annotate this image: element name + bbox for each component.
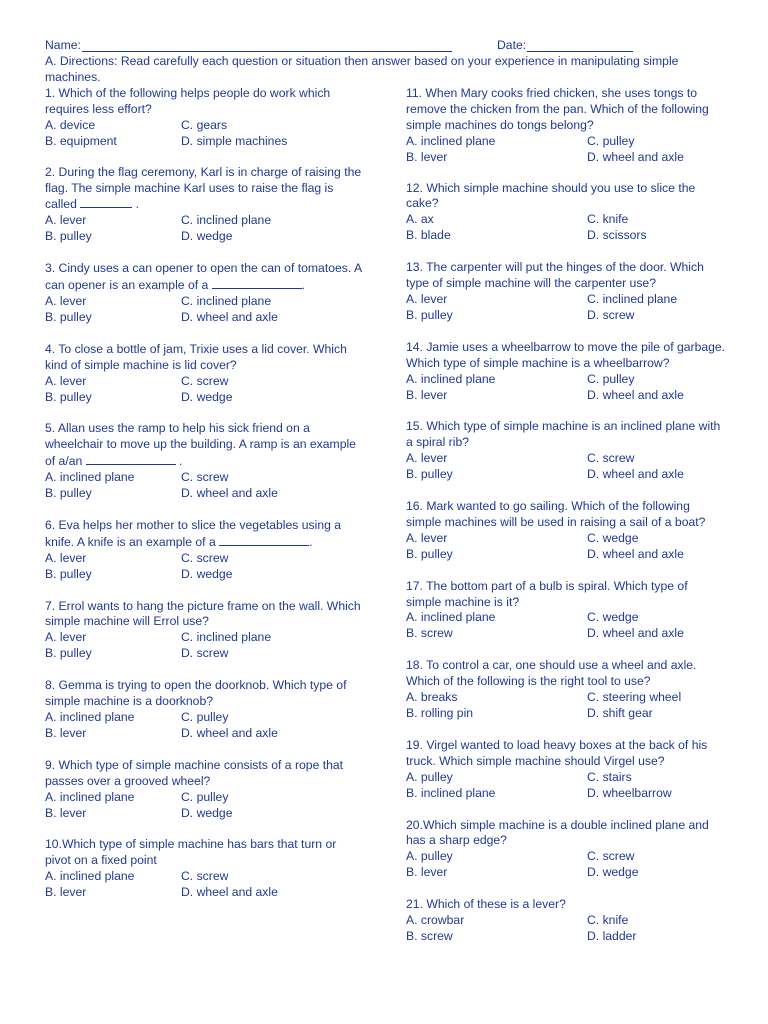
question-text: 14. Jamie uses a wheelbarrow to move the pile of garbage. Which type of simple machine is a wheelbarrow? — [406, 339, 726, 370]
answer-option[interactable]: A. lever — [406, 530, 448, 545]
answer-option[interactable]: A. device — [45, 117, 96, 132]
question-text-part: 3. Cindy uses a can opener to open the can of tomatoes. A can opener is an example of a — [45, 261, 362, 293]
question-text: 8. Gemma is trying to open the doorknob. Which type of simple machine is a doorknob? — [45, 678, 347, 709]
question-text-part: . — [309, 534, 313, 549]
answer-option[interactable]: D. wheel and axle — [587, 467, 684, 482]
answer-option[interactable]: B. lever — [45, 805, 87, 820]
question-text: 16. Mark wanted to go sailing. Which of the following simple machines will be used in raising a sail of a boat? — [406, 499, 706, 529]
question-q9 — [45, 758, 365, 822]
answer-option[interactable]: B. rolling pin — [406, 706, 474, 720]
answer-option[interactable]: D. wheel and axle — [181, 309, 278, 324]
answer-option[interactable]: D. scissors — [587, 228, 647, 243]
answer-option[interactable]: D. screw — [181, 646, 229, 661]
name-label: Name: — [45, 38, 81, 52]
answer-option[interactable]: D. wedge — [587, 865, 639, 880]
answer-option[interactable]: B. blade — [406, 228, 451, 243]
answer-option[interactable]: B. inclined plane — [406, 785, 496, 800]
question-q7 — [45, 599, 365, 663]
answer-option[interactable]: A. crowbar — [406, 913, 465, 928]
answer-option[interactable]: A. inclined plane — [406, 610, 496, 625]
answer-option[interactable]: B. pulley — [45, 646, 92, 661]
answer-option[interactable]: B. lever — [406, 149, 448, 164]
question-text — [45, 165, 365, 214]
answer-options — [45, 710, 365, 742]
answer-option[interactable]: B. lever — [45, 885, 87, 900]
answer-option[interactable]: B. pulley — [406, 307, 453, 322]
answer-option[interactable]: A. inclined plane — [45, 470, 135, 485]
answer-option[interactable]: C. inclined plane — [587, 291, 678, 306]
answer-option[interactable]: C. inclined plane — [181, 630, 272, 645]
answer-option[interactable]: A. pulley — [406, 769, 453, 784]
answer-option[interactable]: B. pulley — [45, 309, 92, 324]
question-q11 — [406, 86, 726, 166]
question-q3 — [45, 261, 365, 326]
question-q6 — [45, 518, 365, 583]
answer-options — [406, 913, 726, 945]
question-q2 — [45, 165, 365, 246]
answer-option[interactable]: A. lever — [45, 213, 87, 228]
answer-option[interactable]: D. wheelbarrow — [587, 785, 672, 800]
answer-option[interactable]: D. wheel and axle — [587, 626, 684, 641]
question-q4 — [45, 342, 365, 406]
answer-option[interactable]: D. wedge — [181, 389, 233, 404]
answer-option[interactable]: D. wedge — [181, 805, 233, 820]
answer-option[interactable]: C. pulley — [181, 710, 229, 724]
answer-option[interactable]: A. inclined plane — [406, 133, 496, 148]
question-text: 4. To close a bottle of jam, Trixie uses a lid cover. Which kind of simple machine is lid cover? — [45, 341, 347, 372]
answer-option[interactable]: A. inclined plane — [45, 869, 135, 884]
answer-options — [406, 849, 726, 881]
answer-options — [45, 630, 365, 662]
question-q1 — [45, 86, 365, 150]
question-q20 — [406, 818, 726, 882]
answer-option[interactable]: A. lever — [45, 373, 87, 388]
answer-options — [45, 294, 365, 326]
question-text: 21. Which of these is a lever? — [406, 897, 566, 912]
answer-option[interactable]: C. inclined plane — [181, 293, 272, 308]
answer-option[interactable]: A. inclined plane — [45, 789, 135, 804]
answer-option[interactable]: A. lever — [45, 293, 87, 308]
answer-option[interactable]: B. pulley — [45, 486, 92, 501]
answer-options — [406, 610, 726, 642]
question-text-part: . — [175, 454, 183, 469]
answer-options — [406, 770, 726, 802]
question-text: 13. The carpenter will put the hinges of the door. Which type of simple machine will the carpenter use? — [406, 260, 704, 291]
answer-option[interactable]: C. steering wheel — [587, 690, 682, 705]
question-text-part: . — [301, 278, 306, 293]
answer-option[interactable]: B. lever — [406, 865, 448, 880]
answer-option[interactable]: D. wheel and axle — [587, 546, 684, 561]
answer-option[interactable]: A. lever — [406, 451, 448, 466]
answer-option[interactable]: C. wedge — [587, 610, 639, 625]
answer-blank[interactable] — [212, 277, 302, 289]
answer-option[interactable]: B. pulley — [45, 389, 92, 404]
answer-option[interactable]: A. inclined plane — [45, 710, 135, 724]
answer-option[interactable]: C. screw — [181, 869, 229, 884]
answer-option[interactable]: C. wedge — [587, 530, 639, 545]
answer-option[interactable]: C. pulley — [587, 133, 635, 148]
answer-option[interactable]: B. lever — [45, 725, 87, 740]
answer-options — [406, 292, 726, 324]
answer-options — [45, 213, 365, 245]
left-question-column — [45, 86, 365, 901]
answer-option[interactable]: D. shift gear — [587, 706, 653, 720]
answer-option[interactable]: A. breaks — [406, 690, 458, 705]
answer-option[interactable]: C. screw — [181, 550, 229, 565]
answer-option[interactable]: A. lever — [406, 291, 448, 306]
answer-options — [45, 869, 365, 901]
question-q13 — [406, 260, 726, 324]
answer-option[interactable]: B. equipment — [45, 133, 117, 148]
question-q12 — [406, 181, 726, 245]
answer-option[interactable]: D. screw — [587, 307, 635, 322]
answer-option[interactable]: C. pulley — [181, 789, 229, 804]
answer-option[interactable]: C. knife — [587, 212, 629, 227]
answer-options — [406, 690, 726, 722]
answer-options — [406, 451, 726, 483]
answer-option[interactable]: A. pulley — [406, 849, 453, 864]
answer-option[interactable]: B. pulley — [406, 467, 453, 482]
answer-option[interactable]: B. screw — [406, 928, 453, 943]
question-q16 — [406, 499, 726, 563]
question-text-part: . — [132, 197, 140, 212]
question-text — [45, 261, 365, 294]
answer-option[interactable]: A. ax — [406, 212, 434, 227]
question-text: 7. Errol wants to hang the picture frame on the wall. Which simple machine will Errol use? — [45, 598, 361, 629]
question-text — [45, 518, 365, 551]
answer-option[interactable]: C. pulley — [587, 371, 635, 386]
question-text — [45, 421, 365, 470]
answer-blank[interactable] — [80, 196, 132, 208]
question-q5 — [45, 421, 365, 502]
answer-option[interactable]: C. inclined plane — [181, 213, 272, 228]
answer-option[interactable]: D. wheel and axle — [181, 725, 278, 740]
answer-option[interactable]: C. screw — [587, 451, 635, 466]
question-q19 — [406, 738, 726, 802]
question-text: 11. When Mary cooks fried chicken, she uses tongs to remove the chicken from the pan. Which of the following simple machines do tongs belong? — [406, 86, 709, 132]
answer-option[interactable]: C. screw — [181, 470, 229, 485]
answer-options — [45, 551, 365, 583]
question-q18 — [406, 658, 726, 722]
question-q21 — [406, 897, 726, 945]
answer-blank[interactable] — [86, 453, 176, 465]
answer-option[interactable]: C. gears — [181, 117, 228, 132]
directions-text: A. Directions: Read carefully each question or situation then answer based on your experience in manipulating simple machines. — [45, 54, 679, 84]
question-text-part: 5. Allan uses the ramp to help his sick friend on a wheelchair to move up the building. A ramp is an example of a/an — [45, 421, 356, 469]
answer-option[interactable]: D. ladder — [587, 928, 637, 943]
question-q15 — [406, 419, 726, 483]
answer-options — [406, 372, 726, 404]
answer-options — [406, 134, 726, 166]
answer-option[interactable]: D. wedge — [181, 229, 233, 244]
question-q14 — [406, 340, 726, 404]
date-answer-line[interactable] — [527, 51, 633, 52]
question-text: 10.Which type of simple machine has bars that turn or pivot on a fixed point — [45, 837, 337, 868]
answer-options — [406, 531, 726, 563]
name-answer-line[interactable] — [82, 51, 452, 52]
answer-option[interactable]: D. simple machines — [181, 133, 288, 148]
answer-option[interactable]: B. pulley — [45, 229, 92, 244]
question-text: 18. To control a car, one should use a wheel and axle. Which of the following is the right tool to use? — [406, 658, 697, 689]
question-q8 — [45, 678, 365, 742]
question-text: 19. Virgel wanted to load heavy boxes at the back of his truck. Which simple machine should Virgel use? — [406, 737, 708, 768]
answer-options — [406, 212, 726, 244]
question-text: 20.Which simple machine is a double inclined plane and has a sharp edge? — [406, 817, 709, 848]
question-text: 12. Which simple machine should you use to slice the cake? — [406, 180, 696, 211]
answer-option[interactable]: C. knife — [587, 913, 629, 928]
answer-option[interactable]: A. lever — [45, 630, 87, 645]
answer-option[interactable]: B. screw — [406, 626, 453, 641]
answer-option[interactable]: C. screw — [587, 849, 635, 864]
question-text-part: 6. Eva helps her mother to slice the vegetables using a knife. A knife is an example of a — [45, 517, 342, 549]
question-text-part: 2. During the flag ceremony, Karl is in charge of raising the flag. The simple machine Karl uses to raise the flag is called — [45, 164, 362, 212]
answer-options — [45, 374, 365, 406]
question-text: 1. Which of the following helps people do work which requires less effort? — [45, 86, 331, 116]
answer-options — [45, 790, 365, 822]
answer-options — [45, 118, 365, 150]
answer-option[interactable]: D. wheel and axle — [587, 387, 684, 402]
answer-option[interactable]: D. wheel and axle — [181, 486, 278, 501]
answer-option[interactable]: D. wedge — [181, 566, 233, 581]
question-q17 — [406, 579, 726, 643]
answer-option[interactable]: D. wheel and axle — [587, 149, 684, 164]
answer-options — [45, 470, 365, 502]
question-text: 9. Which type of simple machine consists of a rope that passes over a grooved wheel? — [45, 757, 344, 788]
header-row — [45, 38, 735, 54]
answer-option[interactable]: A. inclined plane — [406, 371, 496, 386]
answer-option[interactable]: B. pulley — [406, 546, 453, 561]
answer-option[interactable]: B. lever — [406, 387, 448, 402]
answer-option[interactable]: D. wheel and axle — [181, 885, 278, 900]
question-text: 15. Which type of simple machine is an inclined plane with a spiral rib? — [406, 419, 721, 450]
answer-blank[interactable] — [219, 534, 309, 546]
right-question-column — [406, 86, 726, 945]
answer-option[interactable]: C. screw — [181, 373, 229, 388]
answer-option[interactable]: B. pulley — [45, 566, 92, 581]
question-text: 17. The bottom part of a bulb is spiral. Which type of simple machine is it? — [406, 578, 688, 609]
answer-option[interactable]: A. lever — [45, 550, 87, 565]
question-q10 — [45, 837, 365, 901]
date-label: Date: — [497, 38, 527, 52]
answer-option[interactable]: C. stairs — [587, 769, 632, 784]
